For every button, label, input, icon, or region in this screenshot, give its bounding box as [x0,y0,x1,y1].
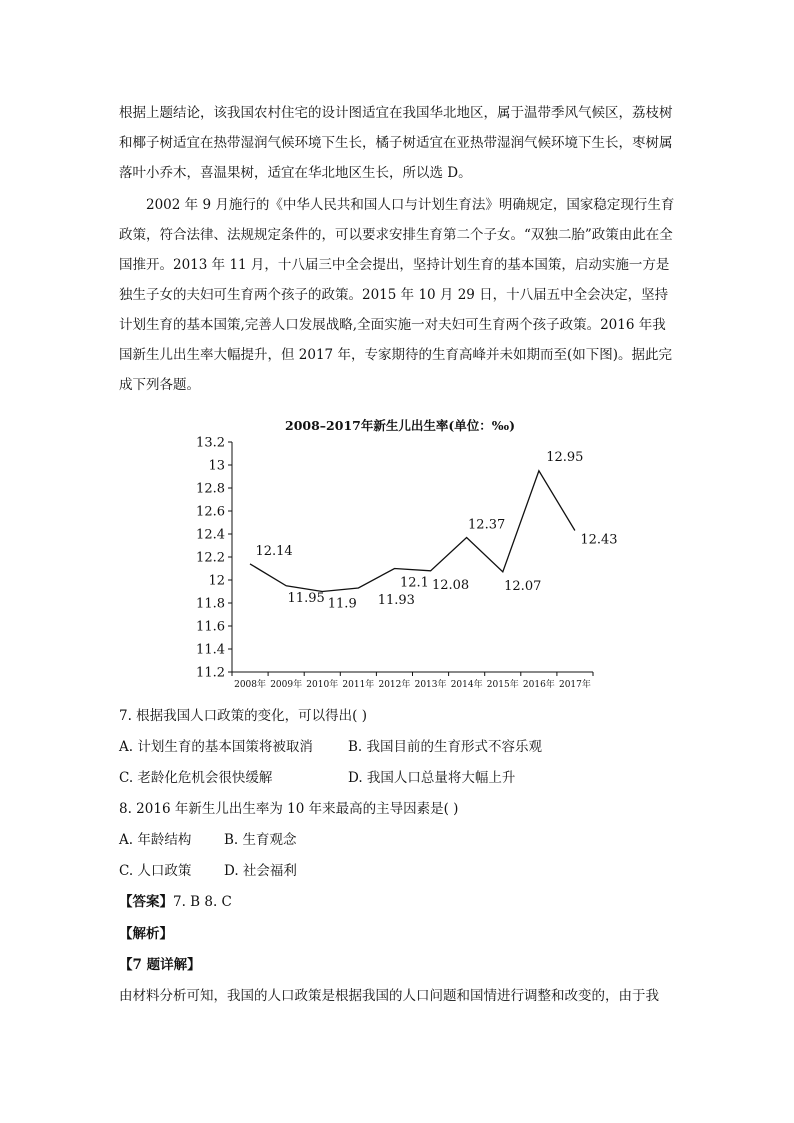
closing-sentence: 由材料分析可知，我国的人口政策是根据我国的人口问题和国情进行调整和改变的，由于我 [119,988,659,1004]
x-tick-label: 2011年 [342,680,375,690]
q8-option-a: A. 年龄结构 [119,832,192,848]
detail-7-label: 【7 题详解】 [119,957,201,973]
x-tick-label: 2008年 [234,680,267,690]
x-tick-label: 2012年 [378,680,411,690]
chart-title: 2008–2017年新生儿出生率(单位：‰) [285,418,515,433]
y-tick-label: 11.4 [196,642,225,658]
analysis-label: 【解析】 [119,926,173,942]
y-tick-label: 12.6 [196,504,225,520]
y-tick-label: 11.6 [196,619,225,635]
q8-option-b: B. 生育观念 [224,832,297,848]
q7-option-a: A. 计划生育的基本国策将被取消 [119,739,313,755]
y-axis [196,436,232,681]
birth-rate-chart [195,410,618,695]
question-8: 8. 2016 年新生儿出生率为 10 年来最高的主导因素是( ) [119,801,459,817]
x-axis [232,672,593,690]
answer-label: 【答案】 [119,894,173,910]
data-labels [255,450,617,612]
y-tick-label: 13.2 [196,435,225,451]
x-tick-label: 2014年 [450,680,483,690]
y-tick-label: 13 [208,458,225,474]
answer-text: 7. B 8. C [173,894,232,910]
y-tick-label: 12.4 [196,527,225,543]
q7-option-b: B. 我国目前的生育形式不容乐观 [348,739,543,755]
q8-option-d: D. 社会福利 [224,863,297,879]
paragraph-policy: 2002 年 9 月施行的《中华人民共和国人口与计划生育法》明确规定，国家稳定现行生育政策，符合法律、法规规定条件的，可以要求安排生育第二个子女。“双独二胎”政策由此在全国推开。2013 年 11 月，十八届三中全会提出，坚持计划生育的基本国策，启动实施一方是独生子女的夫妇可生育两个孩子的政策。2015 年 10 月 29 日，十八届五中全会决定，坚持计划生育的基本国策,完善人口发展战略,全面实施一对夫妇可生育两个孩子政策。2016 年我国新生儿出生率大幅提升，但 2017 年，专家期待的生育高峰并未如期而至(如下图)。据此完成下列各题。 [119,197,675,393]
y-tick-label: 12.8 [196,481,225,497]
data-label: 12.08 [431,577,470,593]
data-label: 12.07 [504,578,542,594]
birth-rate-line [250,471,575,592]
x-tick-label: 2016年 [522,680,555,690]
question-7: 7. 根据我国人口政策的变化，可以得出( ) [119,708,367,724]
y-tick-label: 12 [208,573,225,589]
data-label: 12.14 [255,543,293,559]
x-tick-label: 2010年 [306,680,339,690]
paragraph-conclusion: 根据上题结论，该我国农村住宅的设计图适宜在我国华北地区，属于温带季风气候区，荔枝树和椰子树适宜在热带湿润气候环境下生长，橘子树适宜在亚热带湿润气候环境下生长，枣树属落叶小乔木，喜温果树，适宜在华北地区生长，所以选 D。 [119,105,673,181]
data-label: 12.1 [399,575,429,591]
data-label: 11.9 [327,596,357,612]
q8-option-c: C. 人口政策 [119,863,192,879]
data-label: 12.95 [546,449,584,465]
x-tick-label: 2015年 [486,680,519,690]
data-label: 11.95 [287,590,325,606]
y-tick-label: 11.8 [196,596,225,612]
x-tick-label: 2013年 [414,680,447,690]
x-tick-label: 2009年 [270,680,303,690]
data-label: 11.93 [377,593,415,609]
data-label: 12.43 [580,532,618,548]
data-label: 12.37 [468,517,506,533]
x-tick-label: 2017年 [558,680,591,690]
q7-option-c: C. 老龄化危机会很快缓解 [119,770,273,786]
answer-line [119,892,232,912]
q7-option-d: D. 我国人口总量将大幅上升 [348,770,516,786]
y-tick-label: 11.2 [196,665,225,681]
y-tick-label: 12.2 [196,550,225,566]
